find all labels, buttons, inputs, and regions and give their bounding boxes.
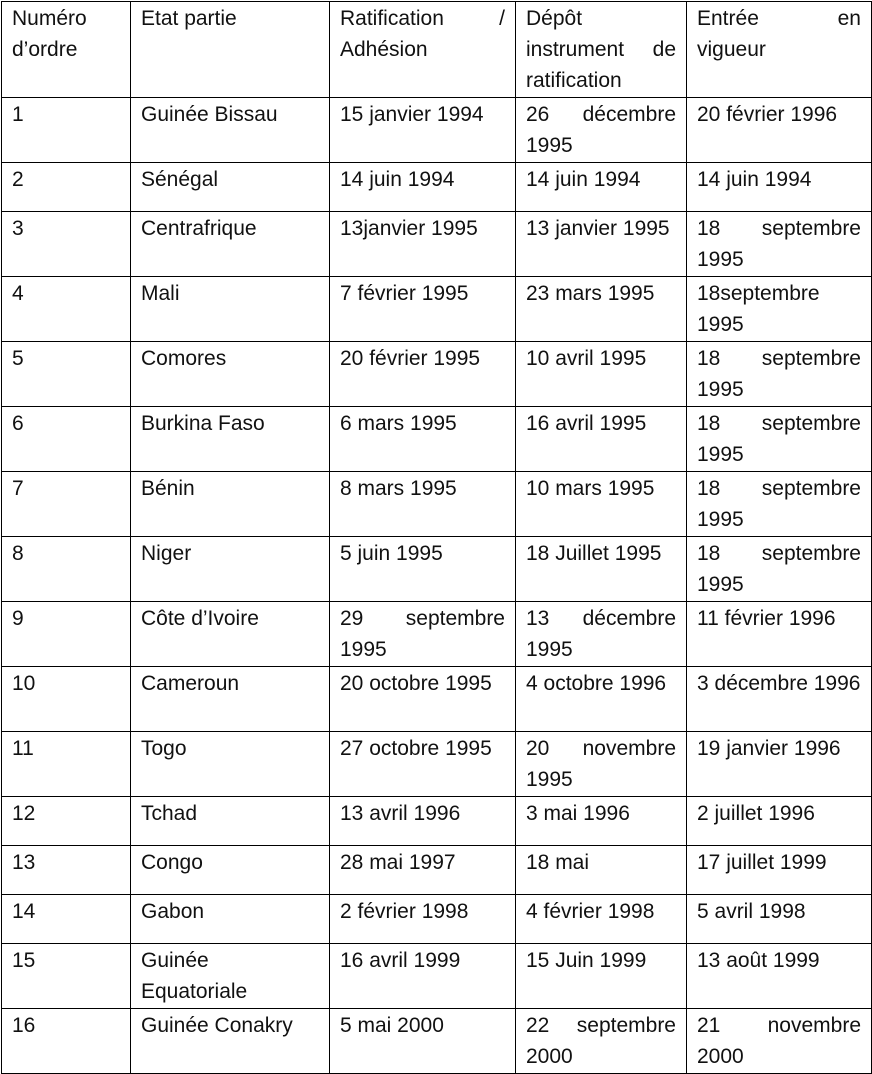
state-party-cell: Burkina Faso: [131, 407, 330, 472]
deposit-date-cell: 16 avril 1995: [516, 407, 687, 472]
ratification-date-cell: 28 mai 1997: [330, 846, 516, 895]
state-party-cell: Sénégal: [131, 163, 330, 212]
entry-into-force-cell: 18 septembre 1995: [687, 212, 872, 277]
deposit-date-cell: 22 septembre 2000: [516, 1009, 687, 1074]
entry-into-force-cell: 20 février 1996: [687, 98, 872, 163]
state-party-cell: Congo: [131, 846, 330, 895]
table-row: [2, 1009, 872, 1074]
deposit-date-cell: 3 mai 1996: [516, 797, 687, 846]
entry-into-force-cell: 18 septembre 1995: [687, 342, 872, 407]
entry-into-force-cell: 3 décembre 1996: [687, 667, 872, 732]
table-row: [2, 602, 872, 667]
table-body: [2, 98, 872, 1074]
header-ratification-adhesion: Ratification / Adhésion: [330, 2, 516, 98]
order-number-cell: 4: [2, 277, 131, 342]
deposit-date-cell: 14 juin 1994: [516, 163, 687, 212]
state-party-cell: Niger: [131, 537, 330, 602]
table-row: [2, 797, 872, 846]
header-entree-en-vigueur: Entrée en vigueur: [687, 2, 872, 98]
deposit-date-cell: 23 mars 1995: [516, 277, 687, 342]
deposit-date-cell: 4 octobre 1996: [516, 667, 687, 732]
table-row: [2, 944, 872, 1009]
state-party-cell: Tchad: [131, 797, 330, 846]
order-number-cell: 8: [2, 537, 131, 602]
entry-into-force-cell: 14 juin 1994: [687, 163, 872, 212]
state-party-cell: Guinée Equatoriale: [131, 944, 330, 1009]
order-number-cell: 5: [2, 342, 131, 407]
ratification-date-cell: 7 février 1995: [330, 277, 516, 342]
order-number-cell: 11: [2, 732, 131, 797]
table-row: [2, 407, 872, 472]
table-row: [2, 98, 872, 163]
deposit-date-cell: 13 janvier 1995: [516, 212, 687, 277]
deposit-date-cell: 13 décembre 1995: [516, 602, 687, 667]
state-party-cell: Guinée Bissau: [131, 98, 330, 163]
deposit-date-cell: 18 mai: [516, 846, 687, 895]
entry-into-force-cell: 5 avril 1998: [687, 895, 872, 944]
order-number-cell: 3: [2, 212, 131, 277]
deposit-date-cell: 4 février 1998: [516, 895, 687, 944]
ratification-date-cell: 2 février 1998: [330, 895, 516, 944]
ratification-date-cell: 5 mai 2000: [330, 1009, 516, 1074]
order-number-cell: 2: [2, 163, 131, 212]
table-row: [2, 732, 872, 797]
order-number-cell: 10: [2, 667, 131, 732]
ratification-date-cell: 16 avril 1999: [330, 944, 516, 1009]
ratification-date-cell: 13janvier 1995: [330, 212, 516, 277]
deposit-date-cell: 26 décembre 1995: [516, 98, 687, 163]
entry-into-force-cell: 19 janvier 1996: [687, 732, 872, 797]
state-party-cell: Gabon: [131, 895, 330, 944]
entry-into-force-cell: 21 novembre 2000: [687, 1009, 872, 1074]
order-number-cell: 7: [2, 472, 131, 537]
order-number-cell: 6: [2, 407, 131, 472]
ratification-date-cell: 29 septembre 1995: [330, 602, 516, 667]
entry-into-force-cell: 18septembre 1995: [687, 277, 872, 342]
state-party-cell: Comores: [131, 342, 330, 407]
table-row: [2, 846, 872, 895]
table-row: [2, 342, 872, 407]
state-party-cell: Togo: [131, 732, 330, 797]
deposit-date-cell: 10 avril 1995: [516, 342, 687, 407]
header-numero-ordre: Numéro d’ordre: [2, 2, 131, 98]
table-row: [2, 163, 872, 212]
state-party-cell: Guinée Conakry: [131, 1009, 330, 1074]
entry-into-force-cell: 17 juillet 1999: [687, 846, 872, 895]
order-number-cell: 12: [2, 797, 131, 846]
entry-into-force-cell: 2 juillet 1996: [687, 797, 872, 846]
table-row: [2, 667, 872, 732]
order-number-cell: 9: [2, 602, 131, 667]
ratification-date-cell: 8 mars 1995: [330, 472, 516, 537]
entry-into-force-cell: 11 février 1996: [687, 602, 872, 667]
deposit-date-cell: 20 novembre 1995: [516, 732, 687, 797]
entry-into-force-cell: 18 septembre 1995: [687, 472, 872, 537]
state-party-cell: Cameroun: [131, 667, 330, 732]
deposit-date-cell: 15 Juin 1999: [516, 944, 687, 1009]
state-party-cell: Bénin: [131, 472, 330, 537]
ratification-date-cell: 15 janvier 1994: [330, 98, 516, 163]
ratification-date-cell: 20 octobre 1995: [330, 667, 516, 732]
table-row: [2, 895, 872, 944]
table-row: [2, 472, 872, 537]
ratification-date-cell: 20 février 1995: [330, 342, 516, 407]
order-number-cell: 16: [2, 1009, 131, 1074]
order-number-cell: 1: [2, 98, 131, 163]
entry-into-force-cell: 13 août 1999: [687, 944, 872, 1009]
table-row: [2, 277, 872, 342]
deposit-date-cell: 10 mars 1995: [516, 472, 687, 537]
order-number-cell: 15: [2, 944, 131, 1009]
header-depot-instrument: Dépôt instrument de ratification: [516, 2, 687, 98]
order-number-cell: 14: [2, 895, 131, 944]
table-row: [2, 537, 872, 602]
table-header-row: [2, 2, 872, 98]
state-party-cell: Mali: [131, 277, 330, 342]
state-party-cell: Centrafrique: [131, 212, 330, 277]
entry-into-force-cell: 18 septembre 1995: [687, 407, 872, 472]
ratification-table: [1, 1, 872, 1074]
order-number-cell: 13: [2, 846, 131, 895]
state-party-cell: Côte d’Ivoire: [131, 602, 330, 667]
ratification-date-cell: 5 juin 1995: [330, 537, 516, 602]
ratification-date-cell: 27 octobre 1995: [330, 732, 516, 797]
entry-into-force-cell: 18 septembre 1995: [687, 537, 872, 602]
header-etat-partie: Etat partie: [131, 2, 330, 98]
ratification-date-cell: 13 avril 1996: [330, 797, 516, 846]
table-row: [2, 212, 872, 277]
ratification-date-cell: 6 mars 1995: [330, 407, 516, 472]
ratification-date-cell: 14 juin 1994: [330, 163, 516, 212]
deposit-date-cell: 18 Juillet 1995: [516, 537, 687, 602]
